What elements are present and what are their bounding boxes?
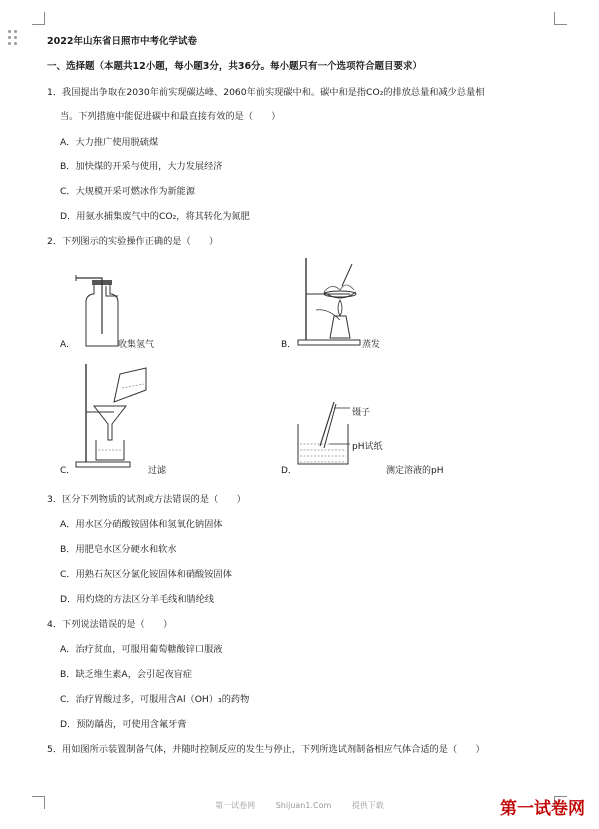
figure-d-ph-test (294, 400, 350, 466)
q3-option-a: A．用水区分硝酸铵固体和氢氧化钠固体 (60, 519, 223, 530)
footer-download-text: 提供下载 (351, 801, 384, 810)
figure-a-letter: A． (60, 340, 76, 350)
figure-d-letter: D． (281, 466, 297, 476)
footer-site-url[interactable]: Shijuan1.Com (275, 801, 332, 810)
crop-mark-top-right (554, 12, 567, 25)
figure-c-letter: C． (60, 466, 76, 476)
figure-b-caption: 蒸发 (362, 340, 381, 350)
q3-option-c: C．用熟石灰区分氯化铵固体和硝酸铵固体 (60, 569, 232, 580)
q1-option-c: C．大规模开采可燃冰作为新能源 (60, 186, 196, 197)
q4-option-a: A．治疗贫血，可服用葡萄糖酸锌口服液 (60, 644, 223, 655)
drag-handle-icon[interactable] (8, 30, 18, 46)
q4-stem: 4．下列说法错误的是（ ） (47, 619, 173, 630)
figure-a-gas-collection (72, 272, 122, 348)
q2-stem: 2．下列图示的实验操作正确的是（ ） (47, 236, 219, 247)
q4-option-c: C．治疗胃酸过多，可服用含Al（OH）₃的药物 (60, 694, 250, 705)
q3-stem: 3．区分下列物质的试剂或方法错误的是（ ） (47, 494, 246, 505)
figure-b-letter: B． (281, 340, 297, 350)
figure-a-caption: 收集氢气 (118, 340, 155, 350)
q1-option-d: D．用氨水捕集废气中的CO₂，将其转化为氮肥 (60, 211, 250, 222)
q4-option-d: D．预防龋齿，可使用含氟牙膏 (60, 719, 187, 730)
footer-site-name: 第一试卷网 (215, 801, 256, 810)
q3-option-d: D．用灼烧的方法区分羊毛线和腈纶线 (60, 594, 215, 605)
crop-mark-top-left (32, 12, 45, 25)
figure-c-caption: 过滤 (148, 466, 167, 476)
figure-d-caption: 测定溶液的pH (386, 466, 444, 476)
figure-d-tweezers-label: 镊子 (352, 408, 371, 418)
q3-option-b: B．用肥皂水区分硬水和软水 (60, 544, 177, 555)
q1-option-b: B．加快煤的开采与使用，大力发展经济 (60, 161, 223, 172)
document-title: 2022年山东省日照市中考化学试卷 (47, 36, 197, 47)
q1-stem-line2: 当。下列措施中能促进碳中和最直接有效的是（ ） (60, 111, 281, 122)
section-heading: 一、选择题（本题共12小题，每小题3分，共36分。每小题只有一个选项符合题目要求） (47, 61, 423, 72)
q4-option-b: B．缺乏维生素A，会引起夜盲症 (60, 669, 193, 680)
q1-option-a: A．大力推广使用脱硫煤 (60, 137, 159, 148)
q1-stem-line1: 1．我国提出争取在2030年前实现碳达峰、2060年前实现碳中和。碳中和是指CO₂的排放总量和减少总量相 (47, 87, 485, 98)
figure-b-evaporation (294, 254, 366, 348)
figure-c-filtration (74, 360, 158, 470)
brand-watermark: 第一试卷网 (500, 799, 585, 819)
figure-d-ph-paper-label: pH试纸 (352, 442, 383, 452)
q5-stem: 5．用如图所示装置制备气体，并随时控制反应的发生与停止，下列所选试剂制备相应气体合适的是（ ） (47, 744, 485, 755)
